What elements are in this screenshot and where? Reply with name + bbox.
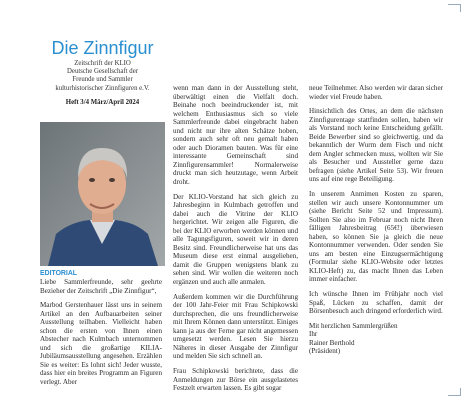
issue-number: Heft 3/4 März/April 2024 <box>65 98 140 106</box>
paragraph: Der KLIO-Vorstand hat sich gleich zu Jahresbeginn in Kulmbach getroffen und dabei auch die Vitrine der KLIO hergerichtet. Wir zeigen alle Figuren, die bei der KLIO erworben werden können und alle Tagungsfiguren, soweit wir in deren Besitz sind. Freundlicherweise hat uns das Museum diese erst einmal ausgeliehen, damit die Gruppen wenigstens blank zu sehen sind. Wir wollen die weiteren noch ergänzen und auch alle anmalen. <box>173 192 298 287</box>
paragraph: Außerdem kommen wir die Durchführung der 100 Jahr-Feier mit Frau Schipkowski durchsprechen, die uns freundlicherweise mit Ihrem Können dann unterstützt. Einiges kann ja aus der Ferne gar nicht angemessen umgesetzt werden. Lesen Sie hierzu Näheres in dieser Ausgabe der Zinnfigur und melden Sie sich schnell an. <box>173 292 298 361</box>
crop-mark-top <box>448 4 461 12</box>
paragraph: Marbod Gerstenhauer lässt uns in seinem Artikel an den Aufbauarbeiten seiner Ausstellung teilhaben. Vielleicht haben schon die ersten von Ihnen einen Abstecher nach Kulmbach unternommen und sich die großartige KILIA-Jubiläumsausstellung angesehen. Erzählen Sie es weiter: Es lohnt sich! Jeder wusste, dass hier ein breites Programm an Figuren verlegt. Aber <box>40 301 162 387</box>
author-portrait-photo <box>40 122 165 266</box>
signature-line: Mit herzlichen Sammlergrüßen <box>309 321 398 330</box>
magazine-title: Die Zinnfigur <box>51 38 154 58</box>
subtitle-line: Zeitschrift der KLIO <box>74 60 131 67</box>
paragraph: Liebe Sammlerfreunde, sehr geehrte Bezieher der Zeitschrift „Die Zinnfigur“, <box>40 278 162 295</box>
crop-mark-bottom <box>448 388 461 396</box>
paragraph: Ich wünsche Ihnen im Frühjahr noch viel Spaß, Lücken zu schaffen, damit der Börsenbesuch auch dringend erforderlich wird. <box>309 290 443 316</box>
signature-line: Ihr <box>309 330 318 339</box>
editorial-section <box>40 270 162 393</box>
paragraph: neue Teilnehmer. Also werden wir daran sicher wieder viel Freude haben. <box>309 84 443 101</box>
subtitle-line: kulturhistorischer Zinnfiguren e.V. <box>55 84 150 92</box>
signature-line: Rainer Berthold <box>309 338 355 347</box>
subtitle-line: Deutsche Gesellschaft der <box>67 68 138 76</box>
paragraph: Frau Schipkowski berichtete, dass die Anmeldungen zur Börse ein ausgelastetes Festzelt erwarten lassen. Es gibt sogar <box>173 366 298 393</box>
paragraph: In unserem Anmimen Kosten zu sparen, stellen wir auch unsere Kontonnummer um (siehe Bericht Seite 52 und Impressum). Sollten Sie also im Februar noch nicht Ihren fälligen Jahresbeitrag (65€!) überwiesen haben, so können Sie ja gleich die neue Kontonnummer verwenden. Oder senden Sie uns am besten eine Einzugsermächtigung (Formular siehe KLIO-Website oder letztes KLIO-Heft) zu, das macht Ihnen das Leben immer einfacher. <box>309 190 443 284</box>
signature-block <box>309 322 443 356</box>
editorial-heading: EDITORIAL <box>40 270 78 277</box>
paragraph: Hinsichtlich des Ortes, an dem die nächsten Zinnfigurentage stattfinden sollen, haben wir als Vorstand noch keine Entscheidung gefällt. Beide Bewerber sind so gleichwertig, und da bekanntlich der Wurm dem Fisch und nicht dem Angler schmecken muss, wollten wir Sie als Besucher und Aussteller gerne dazu befragen (siehe Artikel Seite 53). Wir freuen uns auf eine rege Beteiligung. <box>309 107 443 184</box>
signature-line: (Präsident) <box>309 347 341 356</box>
paragraph: wenn man dann in der Ausstellung steht, überwältigt einen die Vielfalt doch. Beinahe noch beeindruckender ist, mit welchem Enthusiasmus sich so viele Sammlerfreunde dabei eingebracht haben und nicht nur ihre alten Schätze hoben, sondern auch sehr oft neu gemalt haben oder auch Dioramen bauten. Was für eine interessante Gemeinschaft sind Zinnfigurensammler! Normalerweise druckt man sich heutzutage, wenn Arbeit droht. <box>173 84 298 187</box>
masthead <box>40 38 165 106</box>
subtitle-line: Freunde und Sammler <box>72 76 133 84</box>
text-column-middle <box>173 84 298 399</box>
text-column-right <box>309 84 443 356</box>
